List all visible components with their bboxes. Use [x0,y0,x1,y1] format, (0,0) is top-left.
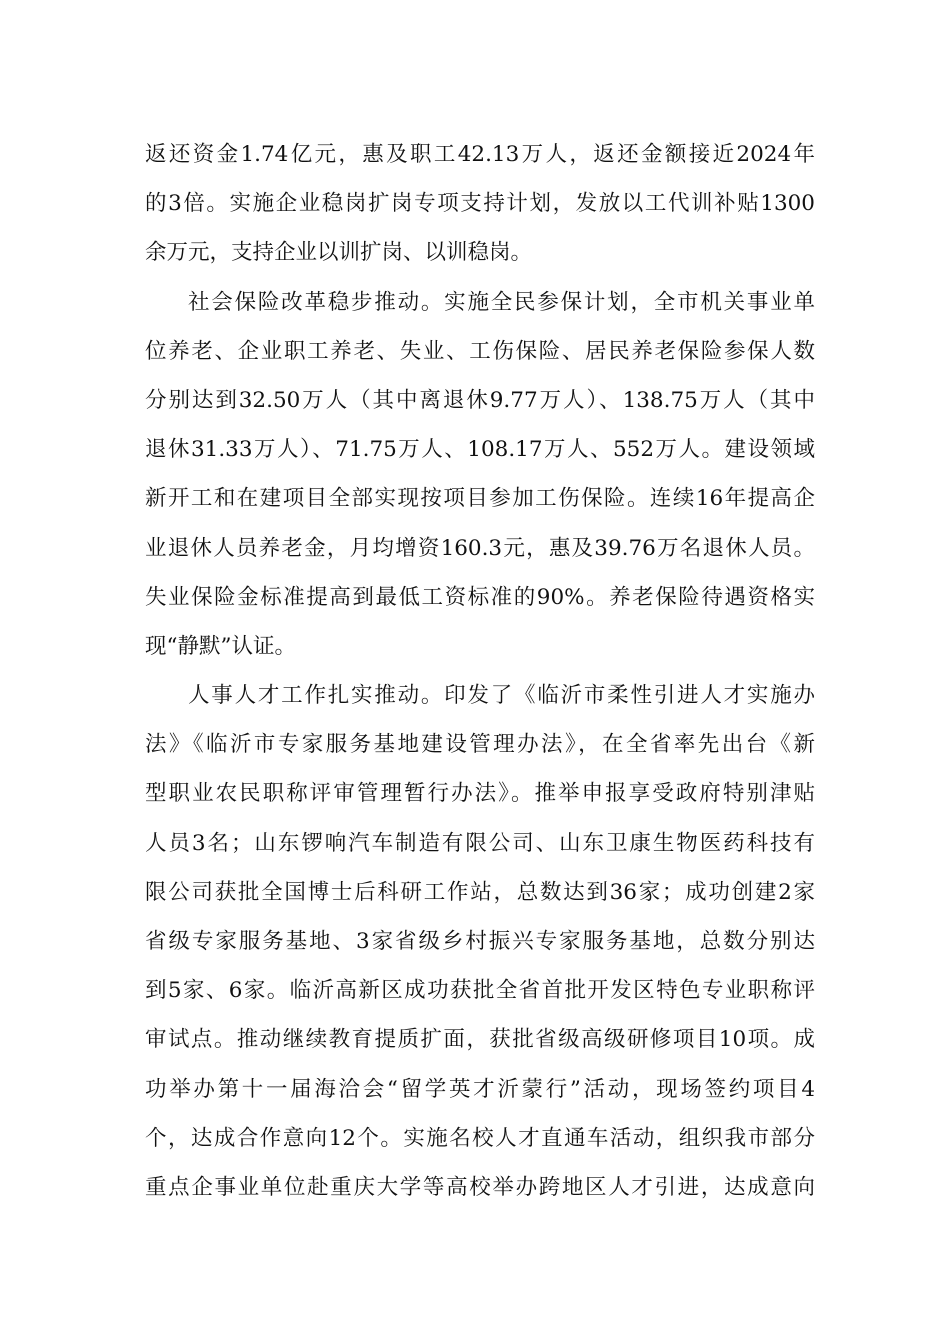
text-line: 社会保险改革稳步推动。实施全民参保计划，全市机关事业单 [188,289,815,315]
text-line: 的3倍。实施企业稳岗扩岗专项支持计划，发放以工代训补贴1300 [145,191,815,217]
text-line: 分别达到32.50万人（其中离退休9.77万人）、138.75万人（其中 [145,387,815,413]
paragraph [145,278,815,672]
body-text [145,130,815,1212]
text-line: 退休31.33万人）、71.75万人、108.17万人、552万人。建设领域 [145,437,815,463]
text-line: 余万元，支持企业以训扩岗、以训稳岗。 [145,240,533,266]
text-line: 新开工和在建项目全部实现按项目参加工伤保险。连续16年提高企 [145,486,815,512]
text-line: 到5家、6家。临沂高新区成功获批全省首批开发区特色专业职称评 [145,978,815,1004]
text-line: 人员3名；山东锣响汽车制造有限公司、山东卫康生物医药科技有 [145,830,815,856]
text-line: 个，达成合作意向12个。实施名校人才直通车活动，组织我市部分 [145,1125,815,1151]
text-line: 人事人才工作扎实推动。印发了《临沂市柔性引进人才实施办 [188,683,815,709]
text-line: 位养老、企业职工养老、失业、工伤保险、居民养老保险参保人数 [145,338,815,364]
text-line: 现“静默”认证。 [145,633,296,659]
text-line: 限公司获批全国博士后科研工作站，总数达到36家；成功创建2家 [145,879,815,905]
paragraph [145,671,815,1212]
paragraph [145,130,815,278]
text-line: 重点企事业单位赴重庆大学等高校举办跨地区人才引进，达成意向 [145,1174,815,1200]
text-line: 型职业农民职称评审管理暂行办法》。推举申报享受政府特别津贴 [145,781,815,807]
text-line: 返还资金1.74亿元，惠及职工42.13万人，返还金额接近2024年 [145,142,815,167]
text-line: 审试点。推动继续教育提质扩面，获批省级高级研修项目10项。成 [145,1027,815,1053]
text-line: 功举办第十一届海洽会“留学英才沂蒙行”活动，现场签约项目4 [145,1076,815,1102]
text-line: 省级专家服务基地、3家省级乡村振兴专家服务基地，总数分别达 [145,929,815,954]
text-line: 法》《临沂市专家服务基地建设管理办法》，在全省率先出台《新 [145,732,815,758]
text-line: 业退休人员养老金，月均增资160.3元，惠及39.76万名退休人员。 [145,535,815,561]
text-line: 失业保险金标准提高到最低工资标准的90%。养老保险待遇资格实 [145,584,815,610]
